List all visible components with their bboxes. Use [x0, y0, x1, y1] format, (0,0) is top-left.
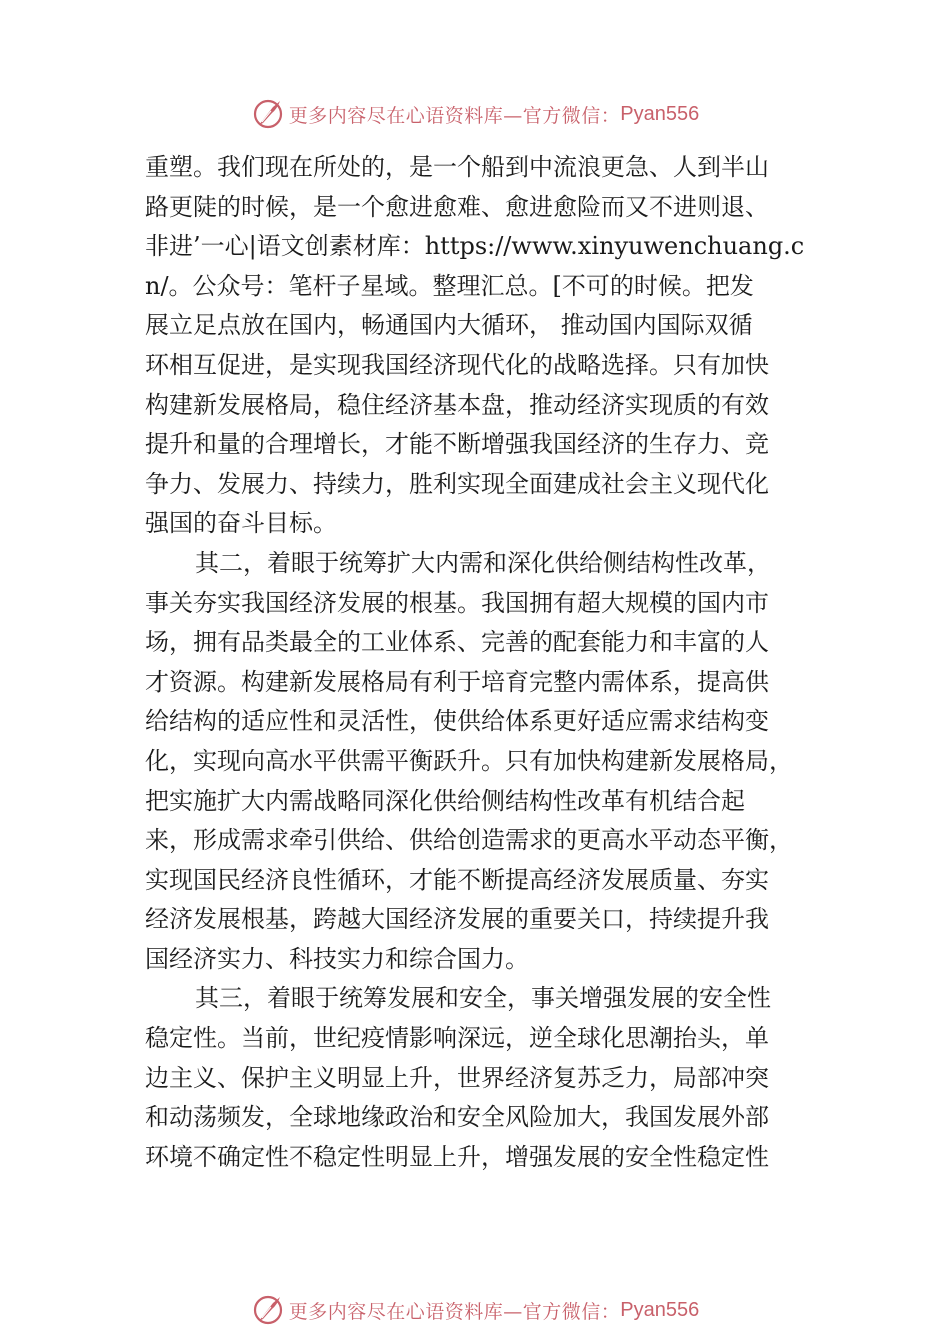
text-line: 稳定性。当前，世纪疫情影响深远，逆全球化思潮抬头，单 — [145, 1024, 769, 1053]
paragraph-start: 其三，着眼于统筹发展和安全，事关增强发展的安全性 — [195, 984, 771, 1013]
watermark-text: 更多内容尽在心语资料库—官方微信： — [288, 104, 621, 127]
text-line: 边主义、保护主义明显上升，世界经济复苏乏力，局部冲突 — [145, 1063, 769, 1092]
text-line: 构建新发展格局，稳住经济基本盘，推动经济实现质的有效 — [145, 390, 769, 419]
text-line-with-url: 非进’一心|语文创素材库：https://www.xinyuwenchuang.c — [145, 232, 805, 261]
text-line: 化，实现向高水平供需平衡跃升。只有加快构建新发展格局， — [145, 746, 793, 775]
text-line: 场，拥有品类最全的工业体系、完善的配套能力和丰富的人 — [145, 628, 769, 657]
text-line: n/。公众号：笔杆子星域。整理汇总。[不可的时候。把发 — [145, 271, 754, 300]
text-line: 给结构的适应性和灵活性，使供给体系更好适应需求结构变 — [145, 707, 769, 736]
text-line: 路更陡的时候，是一个愈进愈难、愈进愈险而又不进则退、 — [145, 192, 769, 221]
text-line: 经济发展根基，跨越大国经济发展的重要关口，持续提升我 — [145, 905, 769, 934]
text-line: 来，形成需求牵引供给、供给创造需求的更高水平动态平衡， — [145, 826, 793, 855]
text-line: 提升和量的合理增长，才能不断增强我国经济的生存力、竞 — [145, 430, 769, 459]
watermark-wechat-id: Pyan556 — [620, 102, 700, 125]
text-line: 环境不确定性不稳定性明显上升，增强发展的安全性稳定性 — [145, 1142, 769, 1171]
document-body — [145, 148, 811, 1177]
text-line: 实现国民经济良性循环，才能不断提高经济发展质量、夯实 — [145, 865, 769, 894]
text-line: 争力、发展力、持续力，胜利实现全面建成社会主义现代化 — [145, 469, 769, 498]
text-line: 才资源。构建新发展格局有利于培育完整内需体系，提高供 — [145, 667, 769, 696]
watermark-text: 更多内容尽在心语资料库—官方微信： — [288, 1300, 621, 1323]
text-line: 把实施扩大内需战略同深化供给侧结构性改革有机结合起 — [145, 786, 745, 815]
text-line: 重塑。我们现在所处的，是一个船到中流浪更急、人到半山 — [145, 153, 769, 181]
text-line: 事关夯实我国经济发展的根基。我国拥有超大规模的国内市 — [145, 588, 769, 617]
text-line: 强国的奋斗目标。 — [145, 509, 337, 538]
watermark-wechat-id: Pyan556 — [620, 1298, 700, 1321]
footer-watermark — [0, 1290, 950, 1330]
paragraph-start: 其二，着眼于统筹扩大内需和深化供给侧结构性改革， — [195, 548, 771, 577]
text-line: 环相互促进，是实现我国经济现代化的战略选择。只有加快 — [145, 350, 769, 379]
text-line: 和动荡频发，全球地缘政治和安全风险加大，我国发展外部 — [145, 1103, 769, 1132]
text-line: 国经济实力、科技实力和综合国力。 — [145, 944, 529, 973]
feather-seal-icon — [251, 1293, 285, 1327]
feather-seal-icon — [251, 97, 285, 131]
header-watermark — [0, 94, 950, 134]
text-line: 展立足点放在国内，畅通国内大循环， 推动国内国际双循 — [145, 311, 753, 340]
